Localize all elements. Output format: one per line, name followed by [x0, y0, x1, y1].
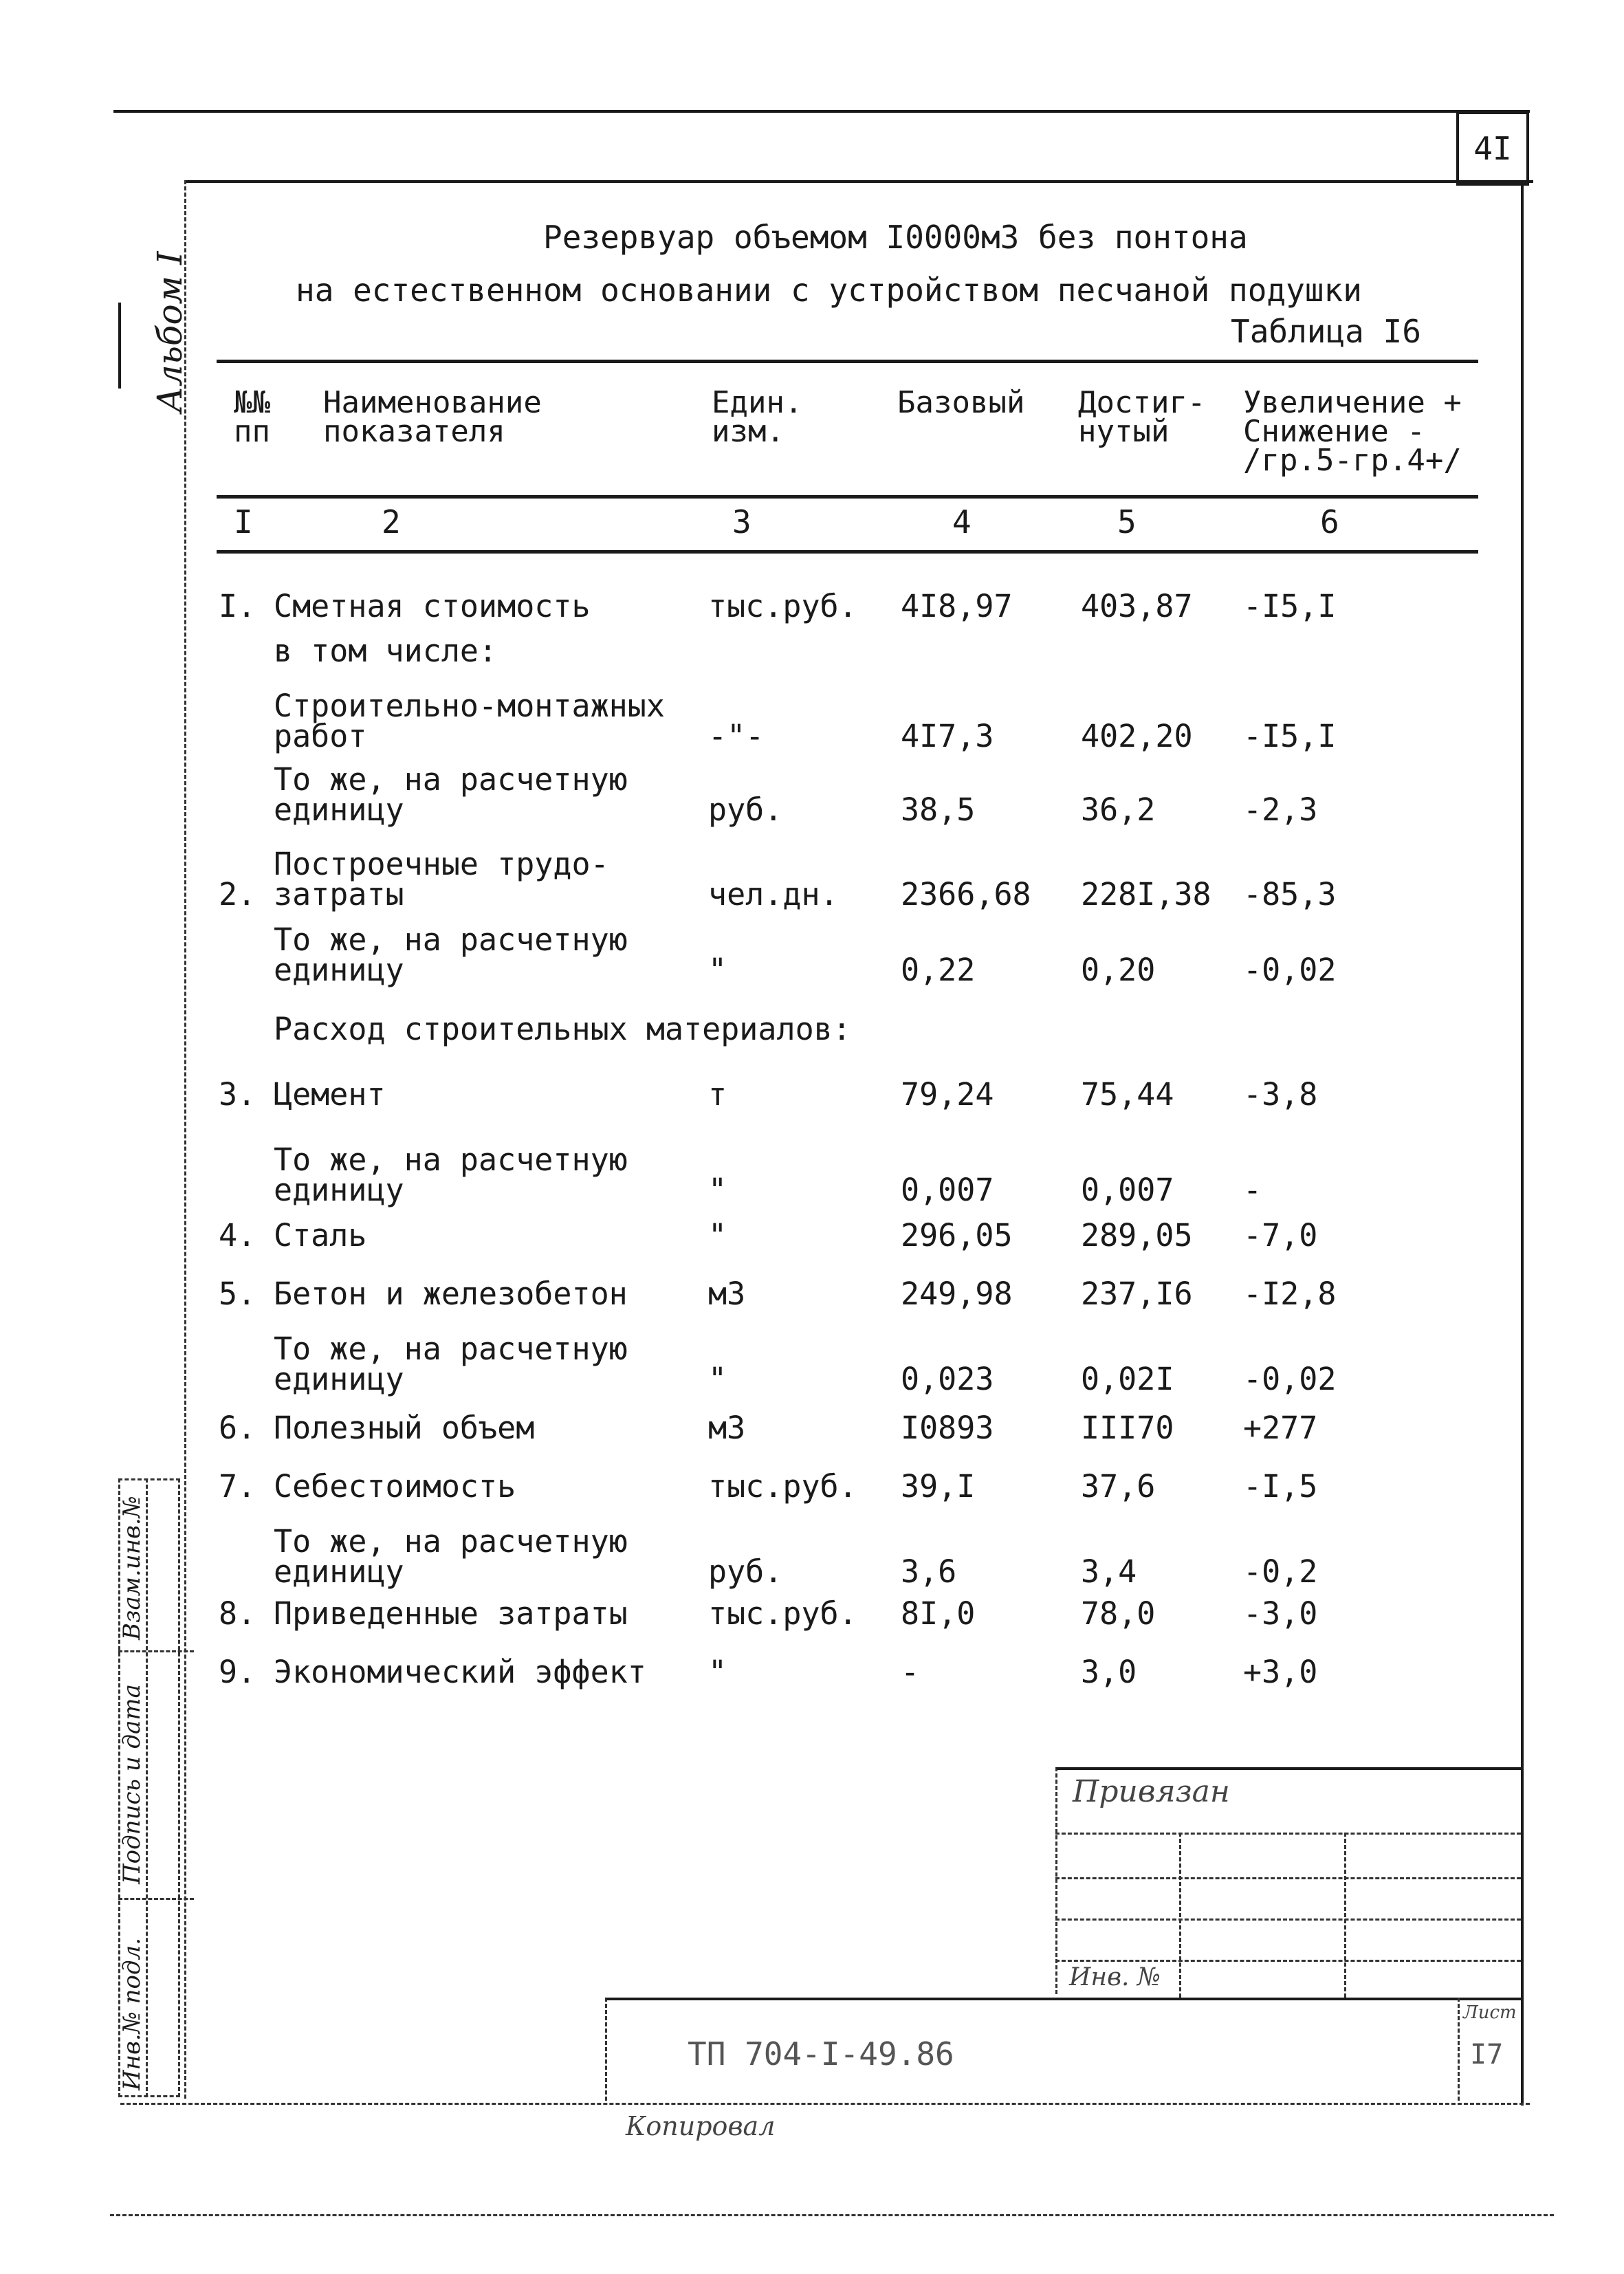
row-unit: ": [708, 1654, 727, 1690]
row-base-value: 38,5: [901, 791, 976, 828]
row-unit: тыс.руб.: [708, 1468, 857, 1505]
row-base-value: I0893: [901, 1410, 994, 1446]
side-stamp-label-3: Инв.№ подл.: [118, 1938, 146, 2090]
code-block-divider: [1458, 1998, 1460, 2101]
row-name: Цемент: [274, 1076, 386, 1113]
frame-left-line: [184, 180, 186, 2099]
row-name: Экономический эффект: [274, 1654, 646, 1690]
row-achieved-value: 3,4: [1081, 1553, 1137, 1590]
row-change-value: -3,0: [1243, 1595, 1318, 1632]
colnum-4: 4: [952, 503, 972, 540]
row-name: Приведенные затраты: [274, 1595, 628, 1632]
top-border: [113, 110, 1530, 113]
row-number: 4.: [219, 1217, 256, 1254]
colnum-1: I: [234, 503, 253, 540]
row-name: затраты: [274, 876, 404, 912]
header-change-line3: /гр.5-гр.4+/: [1243, 443, 1462, 478]
row-base-value: 3,6: [901, 1553, 957, 1590]
row-change-value: -0,02: [1243, 1361, 1337, 1397]
frame-right-line: [1521, 180, 1524, 2106]
row-base-value: 4I7,3: [901, 718, 994, 754]
row-unit: ": [708, 1361, 727, 1397]
header-unit-line1: Един.: [712, 385, 803, 420]
row-change-value: -3,8: [1243, 1076, 1318, 1113]
row-name: работ: [274, 718, 367, 754]
row-unit: руб.: [708, 1553, 783, 1590]
row-achieved-value: 78,0: [1081, 1595, 1156, 1632]
header-base-line1: Базовый: [897, 385, 1025, 420]
row-change-value: -I5,I: [1243, 718, 1337, 754]
header-num-line1: №№: [234, 385, 270, 420]
row-change-value: -0,2: [1243, 1553, 1318, 1590]
row-unit: руб.: [708, 791, 783, 828]
row-name: То же, на расчетную: [274, 921, 628, 958]
row-unit: ": [708, 952, 727, 988]
sheet-label: Лист: [1463, 2002, 1517, 2023]
row-achieved-value: 237,I6: [1081, 1276, 1193, 1312]
side-stamp-divider: [146, 1478, 148, 2097]
header-achieved-line2: нутый: [1078, 414, 1170, 449]
side-stamp-label-1: Взам.инв.№: [118, 1496, 146, 1640]
header-num: [234, 385, 270, 449]
colnum-5: 5: [1117, 503, 1137, 540]
row-name: единицу: [274, 1361, 404, 1397]
header-num-line2: пп: [234, 414, 270, 449]
header-change-line2: Снижение -: [1243, 414, 1425, 449]
row-unit: ": [708, 1217, 727, 1254]
table-label: Таблица I6: [1231, 313, 1421, 350]
side-stamp-sep-1: [118, 1650, 194, 1652]
row-achieved-value: III70: [1081, 1410, 1174, 1446]
stamp-row-2: [1055, 1877, 1521, 1879]
colnum-6: 6: [1320, 503, 1339, 540]
row-achieved-value: 0,007: [1081, 1172, 1174, 1208]
row-name: Расход строительных материалов:: [274, 1011, 851, 1047]
row-change-value: +3,0: [1243, 1654, 1318, 1690]
row-name: Строительно-монтажных: [274, 688, 665, 724]
row-achieved-value: 402,20: [1081, 718, 1193, 754]
row-base-value: 0,007: [901, 1172, 994, 1208]
row-name: То же, на расчетную: [274, 761, 628, 798]
stamp-row-4: [1055, 1960, 1521, 1962]
row-change-value: -: [1243, 1172, 1262, 1208]
stamp-attached-label: Привязан: [1073, 1774, 1230, 1809]
row-base-value: 4I8,97: [901, 588, 1013, 624]
stamp-col-2: [1344, 1833, 1346, 1998]
row-change-value: -I2,8: [1243, 1276, 1337, 1312]
row-unit: -"-: [708, 718, 765, 754]
row-name: Себестоимость: [274, 1468, 516, 1505]
header-unit-line2: изм.: [712, 414, 784, 449]
row-change-value: +277: [1243, 1410, 1318, 1446]
header-base: [897, 385, 1025, 420]
album-label-line: [118, 303, 121, 389]
row-name: То же, на расчетную: [274, 1331, 628, 1367]
side-stamp-label-2: Подпись и дата: [118, 1684, 146, 1884]
row-number: I.: [219, 588, 256, 624]
header-unit: [712, 385, 803, 449]
side-stamp-sep-2: [118, 1898, 194, 1900]
row-change-value: -2,3: [1243, 791, 1318, 828]
row-name: Сметная стоимость: [274, 588, 591, 624]
column-numbers-rule: [217, 550, 1478, 554]
document-code: ТП 704-I-49.86: [688, 2035, 954, 2073]
row-change-value: -I5,I: [1243, 588, 1337, 624]
row-name: единицу: [274, 952, 404, 988]
row-achieved-value: 0,02I: [1081, 1361, 1174, 1397]
row-name: Бетон и железобетон: [274, 1276, 628, 1312]
row-base-value: 0,023: [901, 1361, 994, 1397]
row-achieved-value: 75,44: [1081, 1076, 1174, 1113]
row-unit: тыс.руб.: [708, 588, 857, 624]
header-rule: [217, 495, 1478, 499]
row-unit: тыс.руб.: [708, 1595, 857, 1632]
table-top-rule: [217, 360, 1478, 363]
row-achieved-value: 36,2: [1081, 791, 1156, 828]
row-base-value: 2366,68: [901, 876, 1031, 912]
row-change-value: -I,5: [1243, 1468, 1318, 1505]
document-title: Резервуар объемом I0000м3 без понтона: [543, 219, 1248, 256]
row-number: 2.: [219, 876, 256, 912]
row-achieved-value: 228I,38: [1081, 876, 1211, 912]
stamp-inv-label: Инв. №: [1069, 1963, 1161, 1991]
header-name: [323, 385, 542, 449]
row-number: 7.: [219, 1468, 256, 1505]
header-achieved: [1078, 385, 1206, 449]
row-base-value: 8I,0: [901, 1595, 976, 1632]
row-name: Полезный объем: [274, 1410, 535, 1446]
colnum-2: 2: [382, 503, 401, 540]
row-name: То же, на расчетную: [274, 1523, 628, 1560]
row-base-value: 296,05: [901, 1217, 1013, 1254]
row-change-value: -7,0: [1243, 1217, 1318, 1254]
row-achieved-value: 37,6: [1081, 1468, 1156, 1505]
row-unit: м3: [708, 1276, 746, 1312]
frame-bottom-line: [120, 2103, 1530, 2105]
row-base-value: 249,98: [901, 1276, 1013, 1312]
header-achieved-line1: Достиг-: [1078, 385, 1206, 420]
frame-top-line: [186, 180, 1533, 183]
row-name: Построечные трудо-: [274, 846, 609, 882]
row-change-value: -85,3: [1243, 876, 1337, 912]
row-unit: м3: [708, 1410, 746, 1446]
row-name: Сталь: [274, 1217, 367, 1254]
row-number: 9.: [219, 1654, 256, 1690]
header-change: [1243, 385, 1462, 478]
row-unit: ": [708, 1172, 727, 1208]
row-unit: чел.дн.: [708, 876, 839, 912]
row-base-value: 79,24: [901, 1076, 994, 1113]
album-label: Альбом I: [150, 251, 190, 413]
row-base-value: 0,22: [901, 952, 976, 988]
row-name: единицу: [274, 1172, 404, 1208]
row-name: То же, на расчетную: [274, 1141, 628, 1178]
row-number: 6.: [219, 1410, 256, 1446]
row-unit: т: [708, 1076, 727, 1113]
row-number: 5.: [219, 1276, 256, 1312]
row-achieved-value: 289,05: [1081, 1217, 1193, 1254]
stamp-row-1: [1055, 1833, 1521, 1835]
row-base-value: 39,I: [901, 1468, 976, 1505]
page-bottom-edge: [110, 2214, 1554, 2216]
header-name-line1: Наименование: [323, 385, 542, 420]
row-number: 8.: [219, 1595, 256, 1632]
page-number: 4I: [1456, 111, 1529, 186]
document-subtitle: на естественном основании с устройством песчаной подушки: [296, 272, 1362, 309]
row-name: в том числе:: [274, 633, 498, 669]
row-achieved-value: 403,87: [1081, 588, 1193, 624]
colnum-3: 3: [732, 503, 751, 540]
row-achieved-value: 3,0: [1081, 1654, 1137, 1690]
row-number: 3.: [219, 1076, 256, 1113]
row-name: единицу: [274, 791, 404, 828]
row-achieved-value: 0,20: [1081, 952, 1156, 988]
copied-note: Копировал: [626, 2111, 776, 2141]
stamp-col-1: [1179, 1833, 1181, 1998]
stamp-row-3: [1055, 1918, 1521, 1921]
header-change-line1: Увеличение +: [1243, 385, 1462, 420]
row-base-value: -: [901, 1654, 920, 1690]
sheet-number: I7: [1470, 2039, 1504, 2070]
row-name: единицу: [274, 1553, 404, 1590]
row-change-value: -0,02: [1243, 952, 1337, 988]
header-name-line2: показателя: [323, 414, 505, 449]
